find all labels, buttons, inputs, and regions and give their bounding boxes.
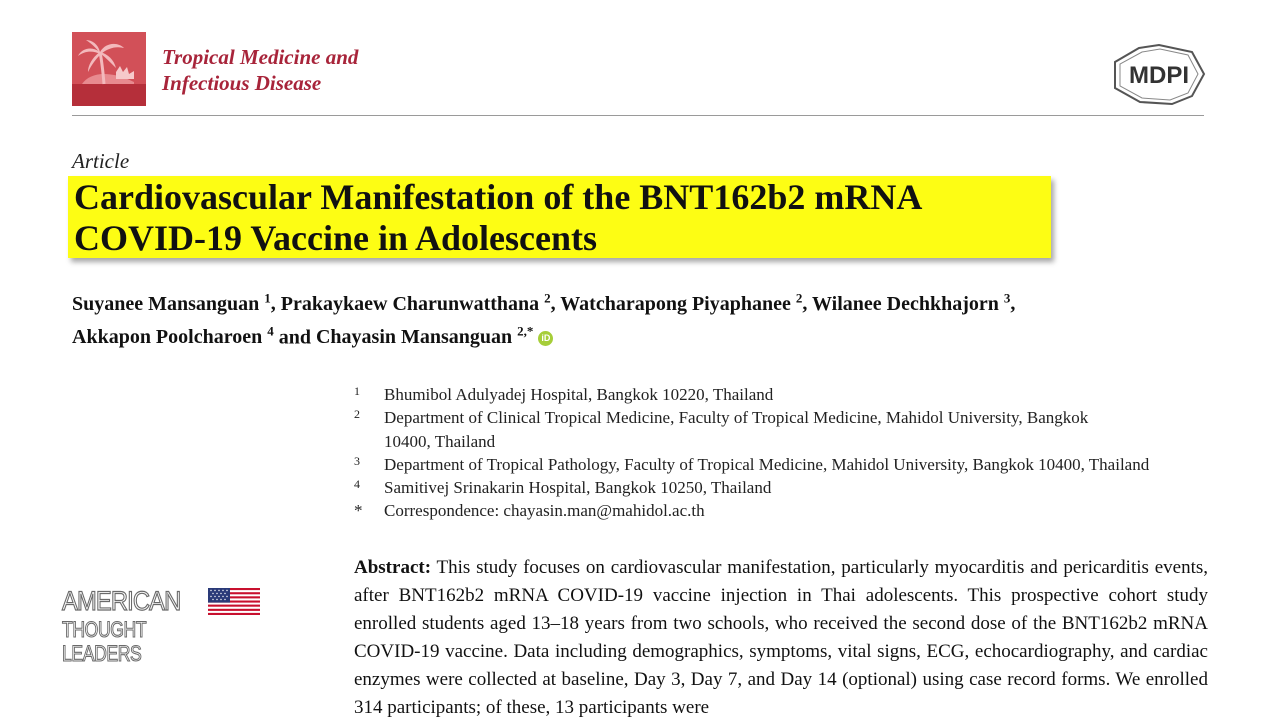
journal-logo — [72, 32, 146, 106]
author-sep: , — [270, 292, 281, 315]
correspondence-text[interactable]: Correspondence: chayasin.man@mahidol.ac.th — [384, 501, 705, 521]
publisher-logo — [1112, 44, 1206, 106]
author-1[interactable] — [72, 290, 271, 315]
author-affil: 2 — [795, 290, 803, 305]
article-type: Article — [72, 149, 130, 173]
author-sep: and — [273, 326, 316, 349]
affiliation-text: Bhumibol Adulyadej Hospital, Bangkok 10220, Thailand — [384, 385, 774, 404]
palm-tree-island-icon — [72, 32, 146, 106]
author-name: Watcharapong Piyaphanee — [560, 292, 791, 315]
author-affil: 2 — [544, 290, 551, 305]
affiliations — [354, 383, 1224, 523]
author-sep: , — [1010, 292, 1016, 315]
author-6[interactable] — [315, 323, 534, 349]
publisher-name: MDPI — [1129, 62, 1189, 89]
author-name: Akkapon Poolcharoen — [72, 326, 263, 349]
author-sep: , — [550, 292, 561, 315]
watermark-line2: THOUGHT LEADERS — [62, 617, 146, 666]
article-title: Cardiovascular Manifestation of the BNT162b2 mRNA COVID-19 Vaccine in Adolescents — [74, 177, 921, 258]
affiliation-text: Department of Clinical Tropical Medicine, Faculty of Tropical Medicine, Mahidol University, Bangkok 10400, Thailand — [384, 408, 1089, 451]
affiliation-number: 4 — [354, 477, 360, 492]
affiliation-number: 3 — [354, 453, 360, 468]
author-affil: 4 — [267, 323, 274, 339]
author-name: Chayasin Mansanguan — [315, 326, 513, 349]
journal-name — [162, 44, 358, 96]
mdpi-hexagon-logo — [1112, 44, 1206, 106]
affiliation-item — [354, 406, 1224, 453]
author-2[interactable] — [280, 290, 551, 315]
affiliation-text: Samitivej Srinakarin Hospital, Bangkok 10250, Thailand — [384, 478, 772, 498]
watermark-logo — [62, 586, 262, 666]
author-name: Suyanee Mansanguan — [72, 292, 260, 315]
affiliation-text: Department of Tropical Pathology, Faculty of Tropical Medicine, Mahidol University, Bangkok 10400, Thailand — [384, 454, 1150, 474]
author-4[interactable] — [812, 290, 1011, 315]
header-divider — [72, 115, 1204, 116]
affiliation-number: 1 — [354, 384, 360, 398]
affiliation-item — [354, 499, 1224, 522]
author-5[interactable] — [72, 323, 274, 349]
abstract-label: Abstract: — [354, 557, 432, 578]
journal-name-line2: Infectious Disease — [162, 71, 322, 95]
affiliation-item — [354, 383, 1224, 406]
us-flag-icon — [208, 588, 260, 615]
author-affil: 3 — [1003, 290, 1011, 305]
author-list — [72, 284, 1212, 351]
affiliation-number: * — [354, 501, 363, 521]
affiliation-item — [354, 476, 1224, 499]
author-affil: 1 — [264, 290, 271, 305]
orcid-icon[interactable]: iD — [538, 331, 553, 346]
watermark-line1: AMERICAN — [62, 586, 181, 616]
author-name: Prakaykaew Charunwatthana — [280, 292, 540, 315]
author-name: Wilanee Dechkhajorn — [812, 292, 999, 315]
affiliation-number: 2 — [354, 407, 360, 422]
abstract-text: This study focuses on cardiovascular manifestation, particularly myocarditis and pericarditis events, after BNT162b2 mRNA COVID-19 vaccine injection in Thai adolescents. This prospective cohort study enrolled students aged 13–18 years from two schools, who received the second dose of the BNT162b2 mRNA COVID-19 vaccine. Data including demographics, symptoms, vital signs, ECG, echocardiography, and cardiac enzymes were collected at baseline, Day 3, Day 7, and Day 14 (optional) using case record forms. We enrolled 314 participants; of these, 13 participants were — [354, 557, 1208, 718]
abstract — [354, 554, 1208, 722]
author-affil: 2,* — [517, 323, 534, 339]
journal-name-line1: Tropical Medicine and — [162, 45, 359, 69]
affiliation-item — [354, 453, 1224, 476]
author-3[interactable] — [560, 290, 803, 315]
author-sep: , — [802, 292, 812, 315]
